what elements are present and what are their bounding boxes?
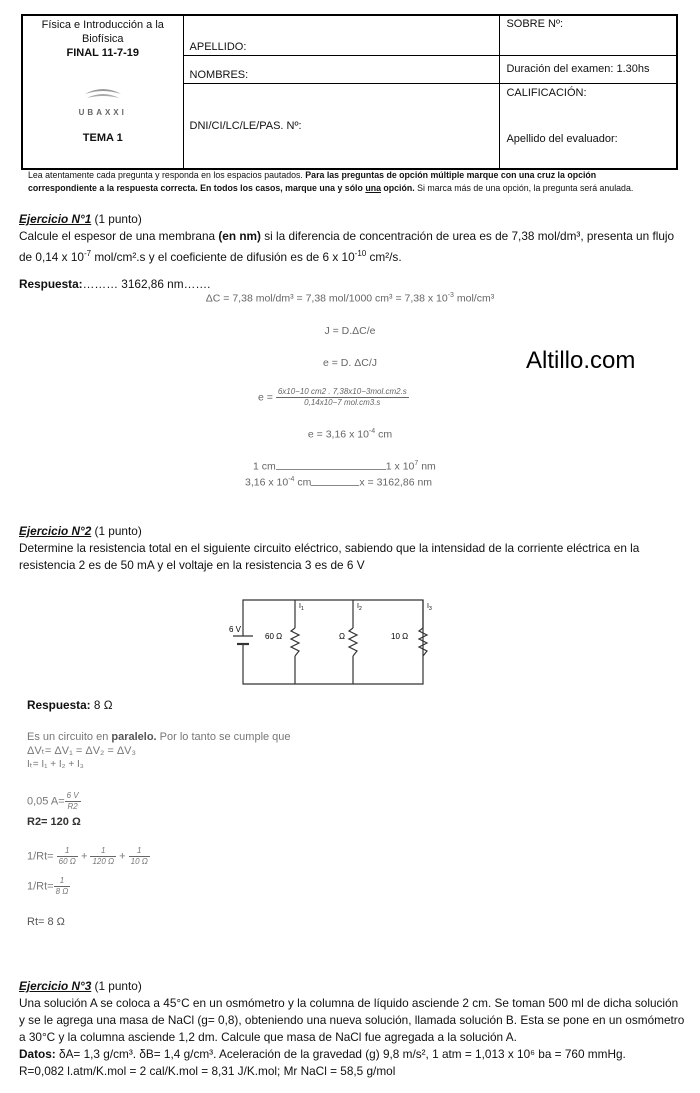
ex2-s6: 1/Rt= $\frac{1}{60 \Omega}$ + $\frac{1}{120 \Omega}$ + $\frac{1}{10 \Omega}$ [27,846,148,866]
ex1-step4-lhs: e = [258,391,276,404]
ex3-datos-label: Datos: [19,1047,56,1061]
ex2-s4a: 0,05 A= [27,795,65,808]
ex1-answer [19,276,210,293]
ex1-q-text5: cm²/s. [366,249,402,264]
circuit-i2-main: I [357,603,359,610]
ex2-s6-frac2 [90,846,116,867]
nombres-label: NOMBRES: [189,68,249,81]
ex2-s1a: Es un circuito en [27,731,112,743]
ex1-step5-b: cm [375,428,393,441]
ex2-s6-f3n: 1 [129,846,150,857]
ex2-s6-f2d: 120 Ω [92,857,115,866]
ex1-step5-sup: -4 [368,428,376,435]
ex1-step7 [245,476,432,489]
ex1-step3: e = D. ΔC/J [323,357,377,369]
ex3-q-line1: Una solución A se coloca a 45°C en un osmómetro y la columna de líquido asciende 2 cm. Se toman 500 ml de dicha solución [19,996,679,1010]
ubaxxi-logo-icon [83,86,123,104]
ex2-s5: R2= 120 Ω [27,816,81,828]
rule [276,469,386,470]
dni-cell[interactable] [183,83,500,169]
ex1-step7-b: cm [294,476,312,489]
ex1-step1 [150,292,550,305]
circuit-i2-sub: 2 [358,606,362,612]
circuit-r1: 60 Ω [265,632,283,641]
ex1-step6-sup: 7 [414,460,419,467]
ex1-step5 [150,428,550,441]
ex3-q-line3: a 30°C y la columna asciende 1,2 dm. Calcule que masa de NaCl fue agregada a la solución A. [19,1030,517,1044]
sobre-cell[interactable] [500,15,677,55]
circuit-r2: Ω [339,632,345,641]
exam-header [21,14,678,170]
ex2-q-line1: Determine la resistencia total en el siguiente circuito eléctrico, sabiendo que la intensidad de la corriente eléctrica en la [19,541,640,555]
ex2-solution [27,730,291,772]
ex1-title: Ejercicio N°1 [19,212,92,226]
subject-line2: Biofísica [81,33,124,45]
apellido-cell[interactable] [183,15,500,55]
circuit-diagram [225,592,437,688]
ex1-step7-a: 3,16 x 10 [245,476,289,489]
ex3-datos-line2: R=0,082 l.atm/K.mol = 2 cal/K.mol = 8,31 J/K.mol; Mr NaCl = 58,5 g/mol [19,1064,396,1078]
circuit-i3-main: I [427,603,429,610]
ex1-step6-a: 1 cm [253,460,276,473]
ex1-step7-c: x = 3162,86 nm [359,476,433,489]
calificacion-cell[interactable] [500,83,677,169]
instr-1b: Para las preguntas de opción múltiple marque con una cruz la opción [302,170,597,180]
ex2-title: Ejercicio N°2 [19,524,92,538]
ex1-step6-c: nm [418,460,436,473]
ex3-points: (1 punto) [91,979,142,993]
circuit-r3: 10 Ω [391,632,409,641]
ex2-s6-f2n: 1 [90,846,116,857]
ex2-s7a: 1/Rt= [27,880,54,893]
ex2-s7-frac [54,876,71,897]
evaluador-label: Apellido del evaluador: [506,132,618,145]
rule [311,485,359,486]
circuit-i3-sub: 3 [428,606,432,612]
ex1-points: (1 punto) [91,212,142,226]
ex1-q-bold: (en nm) [218,229,261,243]
instr-2a: correspondiente a la respuesta correcta. En todos los casos, marque una y sólo [28,183,366,193]
ex2-answer-value: 8 Ω [90,698,113,712]
duracion-cell [500,55,677,83]
logo-text: UBAXXI [78,108,127,117]
tema-label: TEMA 1 [82,132,123,144]
subject-cell [22,15,183,169]
ex1-answer-label: Respuesta: [19,277,83,291]
instructions [28,169,678,195]
dni-label: DNI/CI/LC/LE/PAS. Nº: [189,119,302,132]
ex1-step1-sup: -3 [447,292,454,299]
ex3-datos-line1: δA= 1,3 g/cm³. δB= 1,4 g/cm³. Aceleración de la gravedad (g) 9,8 m/s², 1 atm = 1,013 x 10⁶ ba = 760 mmHg. [55,1047,626,1061]
circuit-i1-main: I [299,603,301,610]
exercise-1 [19,211,684,266]
apellido-label: APELLIDO: [189,40,247,53]
ex1-step4-num: 6x10−10 cm2 . 7,38x10−3mol.cm2.s [277,387,407,396]
ex2-s1b: paralelo. [111,731,157,743]
nombres-cell[interactable] [183,55,500,83]
ex2-s4-den: R2 [67,802,78,811]
ex2-s6-frac1 [57,846,78,867]
ex1-step5-a: e = 3,16 x 10 [307,428,369,441]
ex2-q-line2: resistencia 2 es de 50 mA y el voltaje en la resistencia 3 es de 6 V [19,558,365,572]
ex2-s7-n: 1 [54,876,71,887]
ex1-answer-value: ……… 3162,86 nm……. [82,277,211,291]
ex2-answer-label: Respuesta: [27,698,91,712]
exercise-3 [19,978,687,1080]
instr-1a: Lea atentamente cada pregunta y responda en los espacios pautados. [28,170,303,180]
instr-2u: una [365,183,381,193]
ex2-s7 [27,876,70,897]
ex1-q-text4: mol/cm².s y el coeficiente de difusión es de 6 x 10 [91,249,355,264]
ex2-s1c: Por lo tanto se cumple que [156,731,291,743]
subject-line1: Física e Introducción a la [41,19,164,31]
ex3-q-line2: y se le agrega una masa de NaCl (g= 0,8), obteniendo una nueva solución, llamada solución B. Esta se pone en un osmómetro [19,1013,685,1027]
ex2-s2: ΔVₜ= ΔV₁ = ΔV₂ = ΔV₃ [27,745,136,757]
ex1-step6-b: 1 x 10 [385,460,415,473]
ex1-step6 [253,460,436,473]
ex2-s6-frac3 [129,846,150,867]
duracion-label: Duración del examen: 1.30hs [506,63,650,75]
ex1-step4 [258,387,409,408]
sobre-label: SOBRE Nº: [506,18,564,30]
ex1-q-text2: si la diferencia de concentración de urea es de 7,38 mol/dm³, presenta un flujo [260,229,675,243]
ex2-points: (1 punto) [91,524,142,538]
circuit-i1-sub: 1 [300,606,304,612]
exam-date: FINAL 11-7-19 [66,47,140,59]
ex1-step4-frac [276,387,409,408]
calificacion-label: CALIFICACIÓN: [506,86,587,99]
instr-2c: Si marca más de una opción, la pregunta será anulada. [414,183,634,193]
ex1-step4-den: 0,14x10−7 mol.cm3.s [304,398,381,407]
ex1-q-text: Calcule el espesor de una membrana [19,229,219,243]
ex2-s7-d: 8 Ω [55,887,69,896]
exercise-2 [19,523,684,574]
ex2-s6-f3d: 10 Ω [130,857,148,866]
ex1-q-text3: de 0,14 x 10 [19,249,84,264]
ex2-s4 [27,791,81,812]
ex2-s6-f1n: 1 [57,846,78,857]
ex1-step7-sup: -4 [288,476,295,483]
ex3-title: Ejercicio N°3 [19,979,92,993]
ex1-step1-a: ΔC = 7,38 mol/dm³ = 7,38 mol/1000 cm³ = 7,38 x 10 [205,292,448,305]
ex2-s4-num: 6 V [66,791,79,800]
circuit-voltage: 6 V [229,625,242,634]
watermark: Altillo.com [526,347,636,374]
ex1-sup: -7 [83,249,92,258]
ex2-s4-frac [65,791,81,812]
ex2-answer [27,697,113,714]
ubaxxi-logo [68,86,138,118]
ex2-s6a: 1/Rt= [27,850,54,863]
ex2-s8: Rt= 8 Ω [27,916,65,928]
ex2-s3: Iₜ= I₁ + I₂ + I₃ [27,759,84,770]
ex1-step1-b: mol/cm³ [453,292,495,305]
ex2-s6-f1d: 60 Ω [58,857,76,866]
ex1-step2: J = D.ΔC/e [324,325,376,337]
ex1-sup2: -10 [354,249,367,258]
instr-2b: opción. [380,183,415,193]
